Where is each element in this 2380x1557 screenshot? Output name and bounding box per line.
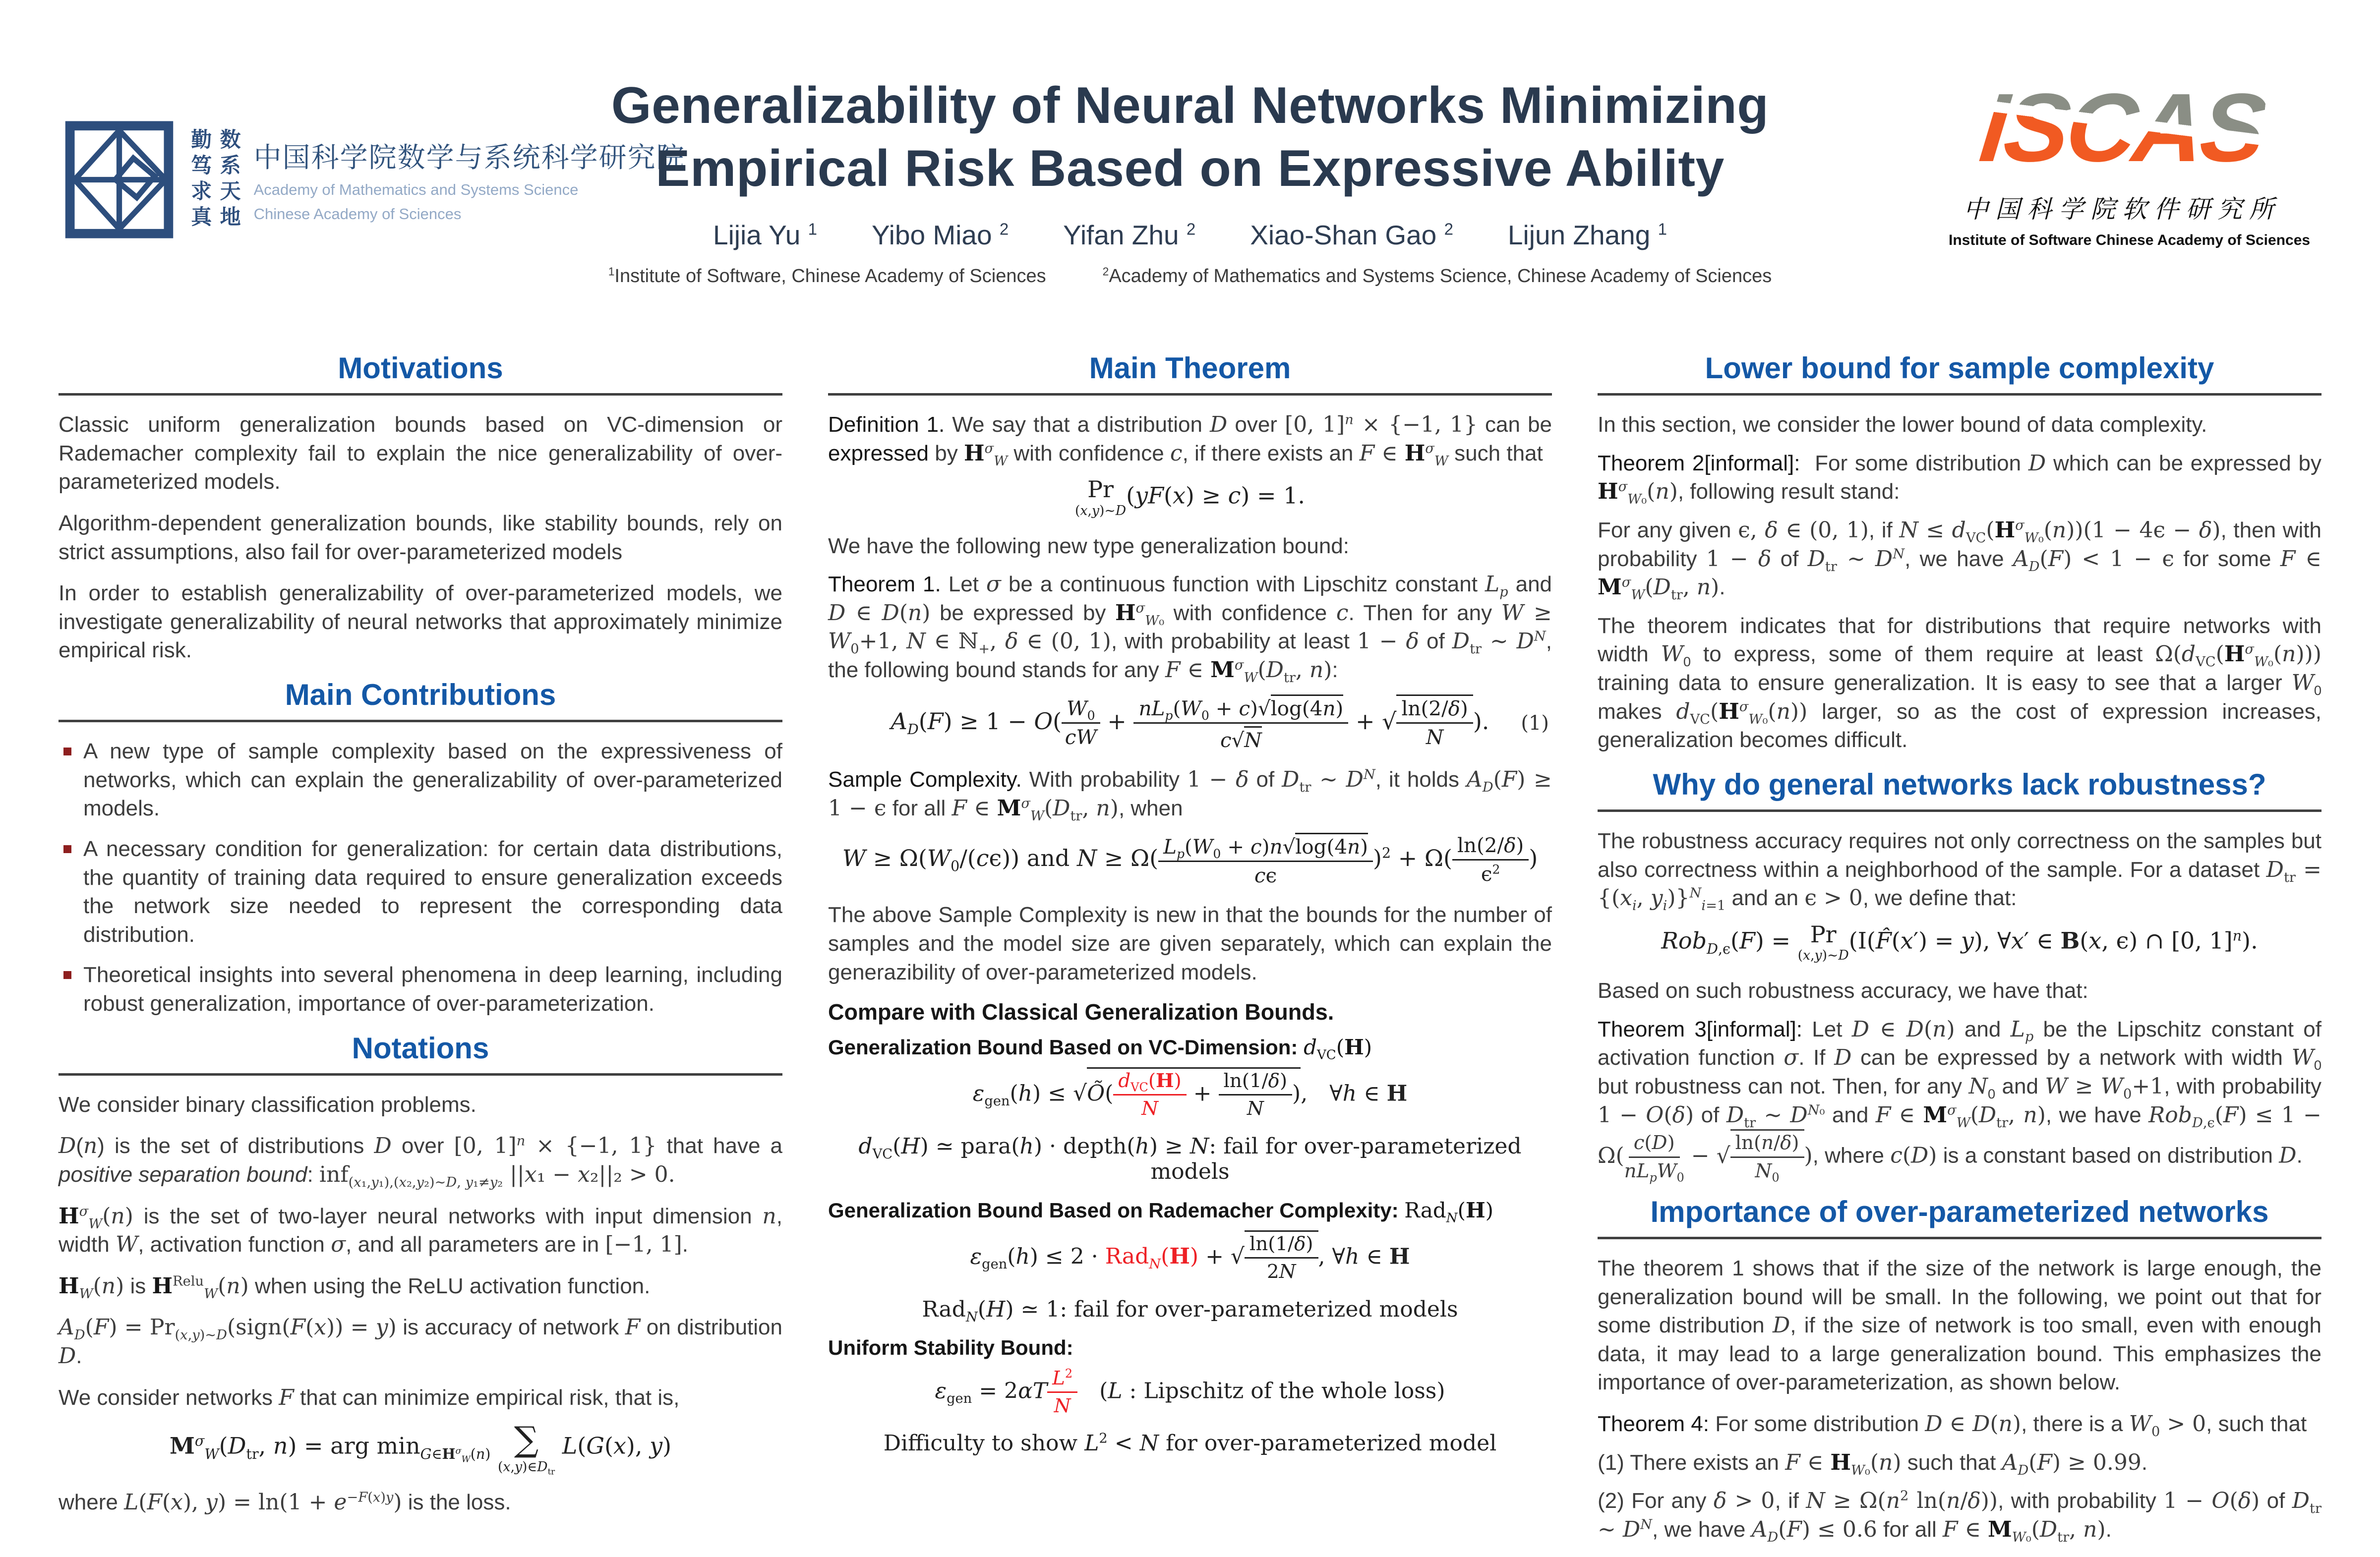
definition-1-equation: Pr (x,y)∼D (yF(x) ≥ c) = 1. <box>1074 476 1306 519</box>
iscas-cn-text: 中国科学院软件研究所 <box>1964 195 2281 223</box>
motivations-paragraph-1: Classic uniform generalization bounds based on VC-dimension or Rademacher complexity fail to explain the nice generalizability of over-parameterized models. <box>59 412 782 494</box>
contribution-item-2: A necessary condition for generalization: for certain data distributions, the quantity of training data required to ensure generalization exceeds the network size needed to represent the corresponding data distribution. <box>59 835 782 949</box>
affiliations-line: $^1$Institute of Software, Chinese Academy of Sciences $^2$Academy of Mathematics and Systems Science, Chinese Academy of Sciences <box>608 265 1772 287</box>
notations-paragraph-5: $A_D(F)$ = $Pr_{(x,y)\sim D}(sign(F(x)) = y)$ is accuracy of network F on distribution D. <box>59 1315 783 1369</box>
rule-main-theorem <box>828 393 1552 396</box>
notations-paragraph-7: where L(F(x), $y) = \ln(1 + e^{-F(x)y})$ is the loss. <box>59 1489 511 1515</box>
sample-complexity-paragraph: Sample Complexity. With probability 1 − δ of $D_{tr}$ ∼ $D^N$, it holds $A_D(F) \ge 1 - \epsilon$ for all F ∈ $M^\sigma_W(D_{tr}$, n), when <box>828 767 1552 824</box>
notations-paragraph-3: $H^\sigma_W(n)$ is the set of two-layer neural networks with input dimension n, width W, activation function σ, and all parameters are in [−1, 1]. <box>59 1203 782 1258</box>
theorem-4-heading: Theorem 4: For some distribution D ∈ D(n), there is a $W_0 > 0$, such that <box>1598 1411 2307 1440</box>
iscas-wordmark: ISCAS <box>1975 73 2269 182</box>
amss-seal-icon <box>63 119 175 240</box>
section-title-notations: Notations <box>352 1031 489 1065</box>
rule-lower-bound <box>1598 393 2321 396</box>
theorem-1-paragraph: Theorem 1. Let σ be a continuous function with Lipschitz constant $L_p$ and D ∈ D(n) be expressed by $H^\sigma_{W_0}$ with confidence c. Then for any $W \ge W_0+1$, N ∈ ℕ$_+$, δ ∈ (0, 1), with probability at least 1 − δ of $D_{tr}$ ∼ $D^N$, the following bound stands for any F ∈ $M^\sigma_W(D_{tr}$, n): <box>828 572 1552 686</box>
amss-cn-title: 中国科学院数学与系统科学研究院 <box>253 141 685 173</box>
notations-paragraph-2: D(n) is the set of distributions D over [0, 1]$^n$ × {−1, 1} that have a positive separation bound: inf$_{(x_1,y_1),(x_2,y_2)\sim D, y_1\ne y_2}$ ||x₁ − x₂||₂ > 0. <box>59 1133 782 1190</box>
section-title-importance: Importance of over-parameterized networks <box>1650 1195 2269 1228</box>
rule-contributions <box>59 720 782 722</box>
robustness-bridge: Based on such robustness accuracy, we have that: <box>1598 979 2088 1003</box>
sample-complexity-equation: $W \ge \Omega(W_0/(c\epsilon))$ and N ≥ Ω( $\frac{L_p(W_0 + c)n√\log(4n)}{c\epsilon}$ )$^2$ + Ω( $\frac{\ln(2/\delta)}{\epsilon^2}$ ) <box>842 833 1538 887</box>
equation-1-number: (1) <box>1521 711 1549 735</box>
definition-1-paragraph: Definition 1. We say that a distribution D over [0, 1]$^n$ × {−1, 1} can be expressed by $H^\sigma_W$ with confidence c, if there exists an F ∈ $H^\sigma_W$ such that <box>828 412 1552 469</box>
new-bound-intro: We have the following new type generalization bound: <box>828 533 1349 558</box>
poster-title-line2: Empirical Risk Based on Expressive Ability <box>655 139 1725 197</box>
rule-robustness <box>1598 809 2321 812</box>
column-middle <box>828 347 1552 1557</box>
notations-paragraph-6: We consider networks F that can minimize empirical risk, that is, <box>59 1384 680 1410</box>
contribution-item-3: Theoretical insights into several phenomena in deep learning, including robust generalization, importance of over-parameterization. <box>59 961 782 1018</box>
robustness-intro: The robustness accuracy requires not only correctness on the samples but also correctness within a neighborhood of the sample. For a dataset $D_{tr} = \{(x_i$, $y_i)\}^N_{i=1}$ and an ϵ > 0, we define that: <box>1598 828 2321 914</box>
notations-paragraph-1: We consider binary classification problems. <box>59 1092 476 1117</box>
lower-bound-intro: In this section, we consider the lower bound of data complexity. <box>1598 412 2207 437</box>
sample-complexity-discussion: The above Sample Complexity is new in that the bounds for the number of samples and the model size are given separately, which can explain the generazibility of over-parameterized models. <box>828 903 1552 984</box>
column-left <box>59 347 782 1557</box>
amss-en-line2: Chinese Academy of Sciences <box>253 205 462 223</box>
equation-1: $A_D(F) \ge 1 - O$( $\frac{W_0}{cW}$ + $\frac{nL_p(W_0 + c)√\log(4n)}{c√N}$ + √ $\frac{\ln(2/\delta)}{N}$ ). <box>828 694 1552 752</box>
column-right <box>1598 347 2321 1557</box>
poster-columns <box>59 347 2321 1557</box>
rademacher-bound-equation: $\varepsilon_{gen}(h) \le 2 \cdot Rad_N(H)$ + √ $\frac{\ln(1/\delta)}{2N}$ , ∀h ∈ H <box>828 1230 1552 1283</box>
rule-importance <box>1598 1237 2321 1239</box>
uniform-stability-heading: Uniform Stability Bound: <box>828 1335 1073 1359</box>
theorem-3-paragraph: Theorem 3[informal]: Let D ∈ D(n) and $L_p$ be the Lipschitz constant of activation function σ. If D can be expressed by a network with width $W_0$ but robustness can not. Then, for any $N_0$ and $W \ge W_0+1$, with probability 1 − O(δ) of $D_{tr}$ ∼ $D^{N_0}$ and F ∈ $M^\sigma_W(D_{tr}$, n), we have Rob$_{D,\epsilon}$(F) ≤ 1 − Ω( $\frac{c(D)}{nL_pW_0}$ − √ $\frac{\ln(n/\delta)}{N_0}$ ), where c(D) is a constant based on distribution D. <box>1598 1016 2321 1185</box>
rademacher-fail-note: Rad$_N$(H) ≃ 1: fail for over-parameterized models <box>922 1296 1458 1325</box>
amss-en-line1: Academy of Mathematics and Systems Science <box>253 180 579 198</box>
rule-notations <box>59 1073 782 1076</box>
motivations-paragraph-2: Algorithm-dependent generalization bounds, like stability bounds, rely on strict assumptions, also fail for over-parameterized models <box>59 511 782 564</box>
iscas-en-text: Institute of Software Chinese Academy of Sciences <box>1949 232 2311 248</box>
vc-bound-heading: Generalization Bound Based on VC-Dimension: $d_{VC}(H)$ <box>828 1035 1372 1063</box>
section-title-lower-bound: Lower bound for sample complexity <box>1705 351 2214 385</box>
uniform-stability-equation: $\varepsilon_{gen} = 2\alpha T$ $\frac{L^2}{N}$ (L : Lipschitz of the whole loss) <box>935 1366 1445 1417</box>
rule-motivations <box>59 393 782 396</box>
authors-line: Lijia Yu $^1$ Yibo Miao $^2$ Yifan Zhu $^2$ Xiao-Shan Gao $^2$ Lijun Zhang $^1$ <box>713 219 1667 250</box>
robustness-equation: Rob$_{D,\epsilon}$(F) = Pr (x,y)∼D (I(F̂(x′) = y), ∀x′ ∈ B(x, ϵ) ∩ [0, 1]$^n$). <box>1661 921 2258 964</box>
poster-title <box>521 74 1859 200</box>
equation-1-wrap <box>828 694 1552 752</box>
poster-title-line1: Generalizability of Neural Networks Minimizing <box>611 77 1769 134</box>
contribution-item-1: A new type of sample complexity based on the expressiveness of networks, which can explain the generalizability of over-parameterized models. <box>59 737 782 823</box>
theorem-4-item-2: (2) For any δ > 0, if $N \ge \Omega(n^2$ ln(n/δ)), with probability 1 − O(δ) of $D_{tr}$ ∼ $D^N$, we have $A_D(F) \le 0.6$ for all F ∈ $M_{W_0}(D_{tr}$, n). <box>1598 1488 2321 1545</box>
uniform-stability-note: Difficulty to show $L^2 < N$ for over-parameterized model <box>883 1431 1497 1456</box>
rademacher-bound-heading: Generalization Bound Based on Rademacher Complexity: Rad$_N$(H) <box>828 1198 1494 1226</box>
contributions-list <box>59 737 782 1018</box>
seal-motto-left: 勤笃求真 <box>188 128 212 231</box>
notations-paragraph-4: $H_W(n)$ is $H^{Relu}_W(n)$ when using the ReLU activation function. <box>59 1273 651 1302</box>
iscas-logo <box>1949 73 2311 249</box>
section-title-main-theorem: Main Theorem <box>1089 351 1291 385</box>
section-title-motivations: Motivations <box>338 351 503 385</box>
vc-bound-fail-note: $d_{VC}(H)$ ≃ para(h) · depth(h) ≥ N: fail for over-parameterized models <box>858 1133 1522 1184</box>
section-title-robustness: Why do general networks lack robustness? <box>1653 767 2266 801</box>
vc-bound-equation: $\varepsilon_{gen}(h)$ ≤ √Õ( $\frac{d_{VC}(H)}{N}$ + $\frac{\ln(1/\delta)}{N}$ ), ∀h ∈ H <box>828 1067 1552 1120</box>
importance-intro: The theorem 1 shows that if the size of the network is large enough, the generalization bound will be small. In the following, we point out that for some distribution D, if the size of network is too small, even with enough data, it may lead to a large generalization bound. This emphasizes the importance of over-parameterization, as shown below. <box>1598 1256 2321 1395</box>
amss-seal-motto <box>188 128 241 231</box>
section-title-contributions: Main Contributions <box>285 678 556 711</box>
seal-motto-right: 数系天地 <box>217 128 241 231</box>
theorem-2-heading: Theorem 2[informal]: For some distribution D which can be expressed by $H^\sigma_{W_0}(n)$, following result stand: <box>1598 450 2321 508</box>
notations-erm-equation: $M^\sigma_W(D_{tr}$, n) = arg $\min_{G\in H^\sigma_W(n)}$ ∑ $(x,y)\in D_{tr}$ L(G(x), y) <box>169 1420 672 1477</box>
motivations-paragraph-3: In order to establish generalizability of over-parameterized models, we investigate generalizability of neural networks that approximately minimize empirical risk. <box>59 581 782 663</box>
theorem-2-body: For any given ϵ, δ ∈ (0, 1), if $N \le d_{VC}(H^\sigma_{W_0}(n))(1 - 4\epsilon - \delta)$, then with probability 1 − δ of $D_{tr}$ ∼ $D^N$, we have $A_D(F) < 1 - \epsilon$ for some F ∈ $M^\sigma_W(D_{tr}$, n). <box>1598 517 2321 603</box>
lower-bound-discussion: The theorem indicates that for distributions that require networks with width $W_0$ to express, some of them require at least $\Omega(d_{VC}(H^\sigma_{W_0}(n)))$ training data to ensure generalization. It is easy to see that a larger $W_0$ makes $d_{VC}(H^\sigma_{W_0}(n))$ larger, so as the cost of expression increases, generalization becomes difficult. <box>1598 613 2321 752</box>
compare-bounds-heading: Compare with Classical Generalization Bounds. <box>828 999 1334 1025</box>
poster-header <box>521 74 1859 287</box>
theorem-4-item-1: (1) There exists an F ∈ $H_{W_0}(n)$ such that $A_D(F) \ge 0.99$. <box>1598 1449 2148 1478</box>
